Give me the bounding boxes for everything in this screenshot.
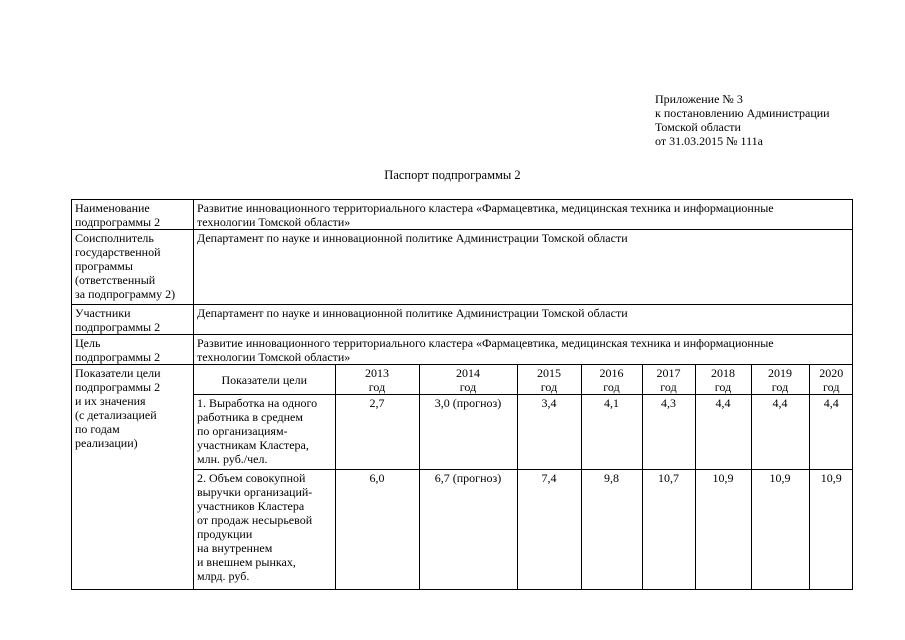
row-label: [72, 200, 194, 230]
year-number: 2020: [819, 366, 844, 380]
table-row: [72, 335, 853, 365]
indicators-cell: [194, 365, 853, 590]
row-value: [194, 200, 853, 230]
passport-table: [71, 199, 853, 590]
row-value: [194, 305, 853, 335]
row-value: [194, 230, 853, 305]
indicator-value: 4,4: [809, 395, 853, 470]
year-header: [642, 365, 695, 395]
year-number: 2017: [656, 366, 681, 380]
value-line: технологии Томской области»: [197, 350, 351, 364]
indicator-name-line: участникам Кластера,: [197, 438, 309, 452]
label-line: подпрограммы 2: [75, 350, 161, 364]
year-header: [335, 365, 419, 395]
indicator-name-line: на внутреннем: [197, 541, 273, 555]
table-row: [72, 305, 853, 335]
year-header: [695, 365, 751, 395]
indicator-name-line: от продаж несырьевой: [197, 513, 313, 527]
indicator-name-line: выручки организаций-: [197, 485, 313, 499]
indicator-value: 3,0 (прогноз): [419, 395, 517, 470]
indicators-table: [194, 365, 853, 589]
value-line: Департамент по науке и инновационной политике Администрации Томской области: [197, 231, 628, 245]
appendix-line: Томской области: [655, 120, 741, 134]
year-header: [751, 365, 809, 395]
value-line: технологии Томской области»: [197, 215, 351, 229]
indicator-value: 9,8: [581, 470, 642, 589]
indicators-header: Показатели цели: [194, 365, 335, 395]
label-line: Показатели цели: [75, 366, 161, 380]
label-line: (с детализацией: [75, 408, 157, 422]
indicator-value: 6,7 (прогноз): [419, 470, 517, 589]
label-line: Соисполнитель: [75, 231, 154, 245]
year-word: год: [714, 380, 732, 394]
appendix-line: от 31.03.2015 № 111а: [655, 134, 763, 148]
indicator-value: 10,9: [695, 470, 751, 589]
document-title: Паспорт подпрограммы 2: [384, 168, 521, 182]
label-line: за подпрограмму 2): [75, 287, 176, 301]
indicator-name-line: по организациям-: [197, 424, 288, 438]
indicator-name-line: работника в среднем: [197, 410, 303, 424]
year-number: 2014: [456, 366, 480, 380]
indicator-name-line: участников Кластера: [197, 499, 305, 513]
label-line: Наименование: [75, 201, 150, 215]
label-line: государственной: [75, 245, 161, 259]
indicator-value: 10,9: [751, 470, 809, 589]
value-line: Развитие инновационного территориального кластера «Фармацевтика, медицинская техника и информационные: [197, 201, 774, 215]
year-number: 2018: [711, 366, 735, 380]
value-line: Департамент по науке и инновационной политике Администрации Томской области: [197, 306, 628, 320]
indicator-name-line: млрд. руб.: [197, 569, 250, 583]
label-line: Цель: [75, 336, 101, 350]
indicator-name: [194, 470, 335, 589]
indicator-value: 4,3: [642, 395, 695, 470]
table-row: [72, 200, 853, 230]
label-line: программы: [75, 259, 133, 273]
year-word: год: [459, 380, 477, 394]
year-word: год: [540, 380, 558, 394]
appendix-line: Приложение № 3: [655, 92, 743, 106]
row-label: [72, 365, 194, 590]
year-word: год: [368, 380, 386, 394]
indicator-name-line: 2. Объем совокупной: [197, 471, 306, 485]
appendix-header: [655, 92, 895, 148]
indicator-value: 10,7: [642, 470, 695, 589]
table-row: [72, 230, 853, 305]
indicator-value: 7,4: [517, 470, 581, 589]
indicator-name-line: и внешнем рынках,: [197, 555, 296, 569]
indicator-name-line: продукции: [197, 527, 253, 541]
value-line: Развитие инновационного территориального кластера «Фармацевтика, медицинская техника и информационные: [197, 336, 774, 350]
label-line: по годам: [75, 422, 120, 436]
indicator-value: 3,4: [517, 395, 581, 470]
label-line: реализации): [75, 436, 138, 450]
indicator-value: 4,1: [581, 395, 642, 470]
year-word: год: [660, 380, 677, 394]
row-label: [72, 230, 194, 305]
indicators-header-row: [194, 365, 853, 395]
table-row: [72, 365, 853, 590]
year-word: год: [603, 380, 620, 394]
indicator-value: 4,4: [751, 395, 809, 470]
indicator-value: 4,4: [695, 395, 751, 470]
row-value: [194, 335, 853, 365]
label-line: и их значения: [75, 394, 146, 408]
label-line: Участники: [75, 306, 131, 320]
year-header: [809, 365, 853, 395]
label-line: (ответственный: [75, 273, 156, 287]
indicator-name-line: 1. Выработка на одного: [197, 396, 318, 410]
year-number: 2015: [537, 366, 561, 380]
row-label: [72, 335, 194, 365]
row-label: [72, 305, 194, 335]
year-number: 2019: [768, 366, 792, 380]
year-header: [517, 365, 581, 395]
indicator-value: 6,0: [335, 470, 419, 589]
indicator-name: [194, 395, 335, 470]
indicator-value: 10,9: [809, 470, 853, 589]
label-line: подпрограммы 2: [75, 380, 161, 394]
year-header: [419, 365, 517, 395]
appendix-line: к постановлению Администрации: [655, 106, 830, 120]
indicator-row: [194, 395, 853, 470]
indicator-value: 2,7: [335, 395, 419, 470]
year-number: 2016: [599, 366, 624, 380]
year-number: 2013: [365, 366, 389, 380]
label-line: подпрограммы 2: [75, 320, 161, 334]
indicator-name-line: млн. руб./чел.: [197, 452, 268, 466]
year-header: [581, 365, 642, 395]
year-word: год: [771, 380, 789, 394]
indicator-row: [194, 470, 853, 589]
label-line: подпрограммы 2: [75, 215, 161, 229]
year-word: год: [823, 380, 840, 394]
